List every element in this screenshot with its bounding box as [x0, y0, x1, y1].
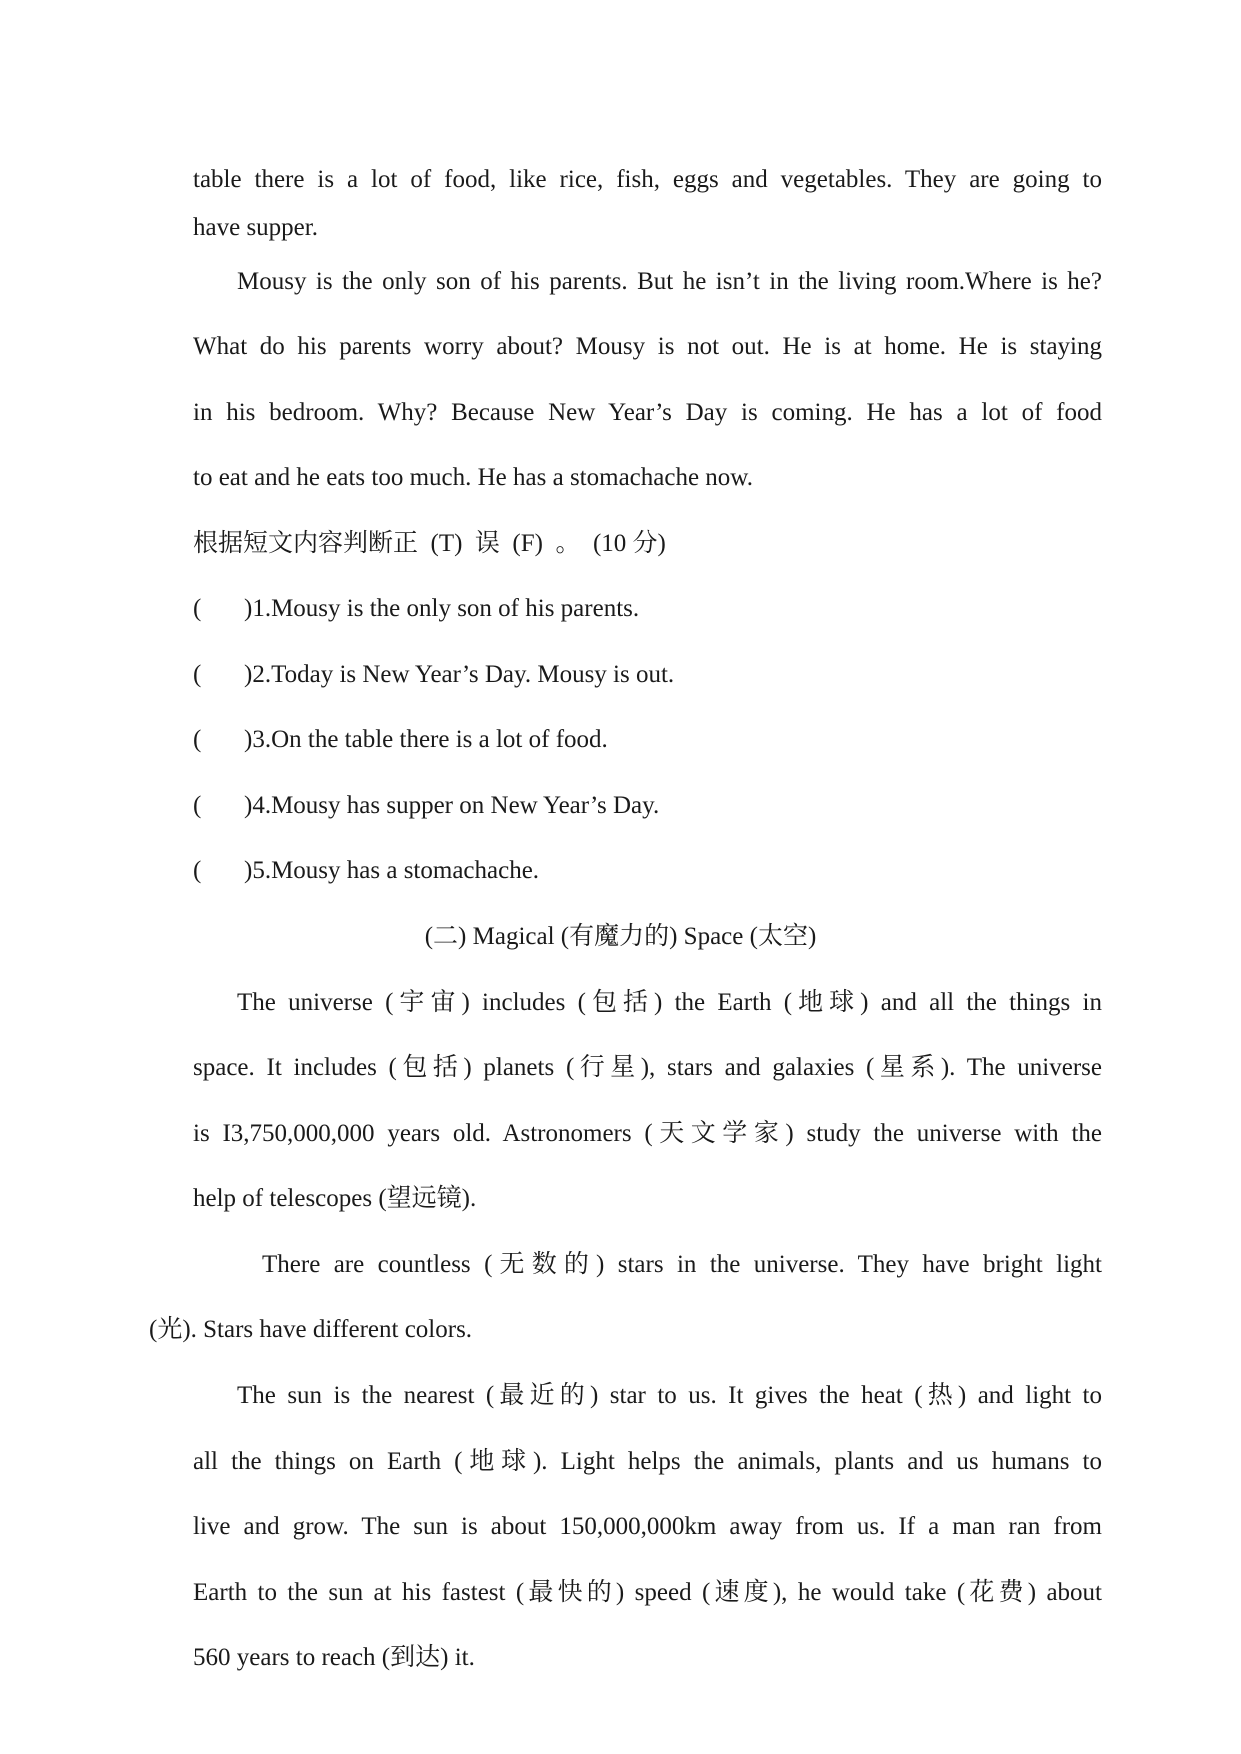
answer-bracket[interactable]: (: [193, 792, 202, 819]
question-text: )1.Mousy is the only son of his parents.: [244, 595, 640, 622]
passage2-line-3: is I3,750,000,000 years old. Astronomers (天文学家) study the universe with the: [193, 1120, 1102, 1147]
passage1-line-1: table there is a lot of food, like rice, fish, eggs and vegetables. They are going to: [193, 166, 1102, 193]
section-title: (二) Magical (有魔力的) Space (太空): [424, 923, 817, 950]
answer-bracket[interactable]: (: [193, 857, 202, 884]
passage2-line-1: The universe (宇宙) includes (包括) the Earth (地球) and all the things in: [237, 989, 1102, 1016]
passage2-line-11: 560 years to reach (到达) it.: [193, 1644, 475, 1671]
passage2-line-7: The sun is the nearest (最近的) star to us. It gives the heat (热) and light to: [237, 1382, 1102, 1409]
question-item-4: [193, 789, 659, 823]
passage1-line-5: in his bedroom. Why? Because New Year’s Day is coming. He has a lot of food: [193, 399, 1102, 426]
passage1-line-6: to eat and he eats too much. He has a stomachache now.: [193, 464, 753, 491]
question-item-2: [193, 658, 674, 692]
passage2-line-5: There are countless (无数的) stars in the universe. They have bright light: [262, 1251, 1102, 1278]
question-text: )2.Today is New Year’s Day. Mousy is out.: [244, 661, 675, 688]
answer-bracket[interactable]: (: [193, 726, 202, 753]
question-item-5: [193, 854, 539, 888]
passage2-line-8: all the things on Earth (地球). Light helps the animals, plants and us humans to: [193, 1448, 1102, 1475]
answer-bracket[interactable]: (: [193, 661, 202, 688]
passage1-line-3: Mousy is the only son of his parents. But he isn’t in the living room.Where is he?: [237, 268, 1102, 295]
passage1-line-4: What do his parents worry about? Mousy is not out. He is at home. He is staying: [193, 333, 1102, 360]
question-text: )5.Mousy has a stomachache.: [244, 857, 540, 884]
passage2-line-6: (光). Stars have different colors.: [149, 1316, 473, 1343]
question-text: )3.On the table there is a lot of food.: [244, 726, 608, 753]
task-instruction: 根据短文内容判断正 (T) 误 (F) 。 (10 分): [193, 530, 666, 557]
question-item-3: [193, 723, 608, 757]
question-item-1: [193, 592, 639, 626]
passage2-line-9: live and grow. The sun is about 150,000,000km away from us. If a man ran from: [193, 1513, 1102, 1540]
passage2-line-10: Earth to the sun at his fastest (最快的) speed (速度), he would take (花费) about: [193, 1579, 1102, 1606]
passage1-line-2: have supper.: [193, 214, 318, 241]
question-text: )4.Mousy has supper on New Year’s Day.: [244, 792, 660, 819]
answer-bracket[interactable]: (: [193, 595, 202, 622]
passage2-line-2: space. It includes (包括) planets (行星), stars and galaxies (星系). The universe: [193, 1054, 1102, 1081]
passage2-line-4: help of telescopes (望远镜).: [193, 1185, 477, 1212]
